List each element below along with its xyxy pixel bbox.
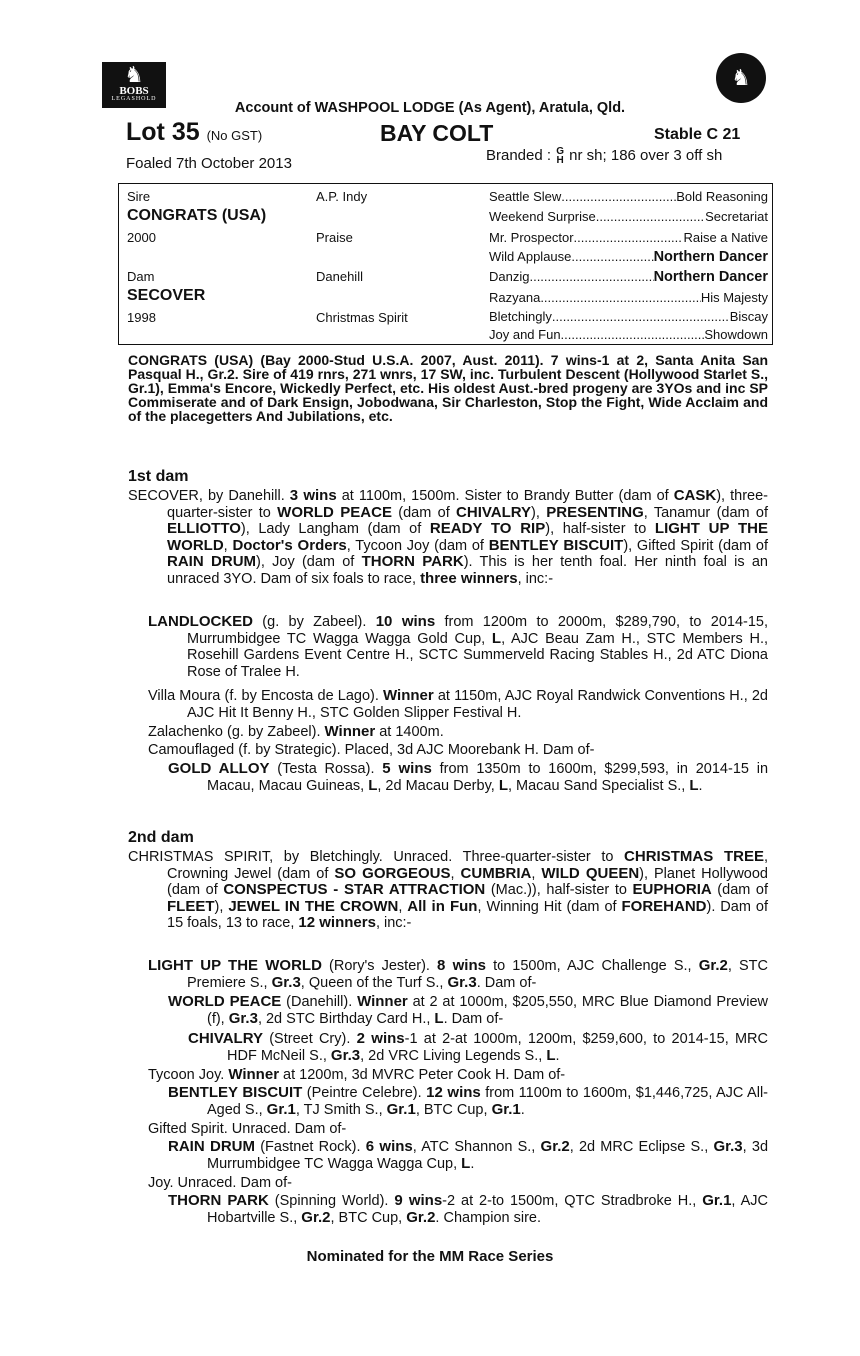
progeny-entry: LIGHT UP THE WORLD (Rory's Jester). 8 wins to 1500m, AJC Challenge S., Gr.2, STC Premiere S., Gr.3, Queen of the Turf S., Gr.3. Dam of-	[148, 957, 769, 991]
sales-series-seal	[716, 53, 766, 103]
pedigree-gen3-row: Seattle Slew ..... Bold Reasoning	[489, 189, 768, 205]
dam-sire: Danehill	[316, 269, 363, 284]
dam-dam: Christmas Spirit	[316, 310, 408, 325]
progeny-entry: GOLD ALLOY (Testa Rossa). 5 wins from 1350m to 1600m, $299,593, in 2014-15 in Macau, Macau Guineas, L, 2d Macau Derby, L, Macau Sand Specialist S., L.	[168, 760, 769, 794]
progeny-entry: THORN PARK (Spinning World). 9 wins-2 at 2-to 1500m, QTC Stradbroke H., Gr.1, AJC Hobartville S., Gr.2, BTC Cup, Gr.2. Champion sire.	[168, 1192, 768, 1226]
pedigree-gen3-row: Weekend Surprise ..... Secretariat	[489, 209, 768, 225]
pedigree-gen3-row: Wild Applause ..... Northern Dancer	[489, 249, 768, 265]
second-dam-heading: 2nd dam	[128, 829, 194, 846]
progeny-entry: BENTLEY BISCUIT (Peintre Celebre). 12 wins from 1100m to 1600m, $1,446,725, AJC All-Aged S., Gr.1, TJ Smith S., Gr.1, BTC Cup, Gr.1.	[168, 1084, 768, 1118]
pedigree-gen3-row: Bletchingly ..... Biscay	[489, 309, 768, 325]
progeny-entry: Tycoon Joy. Winner at 1200m, 3d MVRC Peter Cook H. Dam of-	[148, 1066, 566, 1083]
horse-seal-icon: ♞	[731, 65, 751, 90]
first-dam-paragraph: SECOVER, by Danehill. 3 wins at 1100m, 1500m. Sister to Brandy Butter (dam of CASK), three-quarter-sister to WORLD PEACE (dam of CHIVALRY), PRESENTING, Tanamur (dam of ELLIOTTO), Lady Langham (dam of READY TO RIP), half-sister to LIGHT UP THE WORLD, Doctor's Orders, Tycoon Joy (dam of BENTLEY BISCUIT), Gifted Spirit (dam of RAIN DRUM), Joy (dam of THORN PARK). This is her tenth foal. Her ninth foal is an unraced 3YO. Dam of six foals to race, three winners, inc:-	[128, 487, 769, 587]
first-dam-heading: 1st dam	[128, 468, 189, 485]
dam-name: SECOVER	[127, 287, 206, 304]
vendor-account: Account of WASHPOOL LODGE (As Agent), Aratula, Qld.	[234, 100, 626, 116]
progeny-entry: Camouflaged (f. by Strategic). Placed, 3d AJC Moorebank H. Dam of-	[148, 742, 595, 758]
progeny-entry: WORLD PEACE (Danehill). Winner at 2 at 1000m, $205,550, MRC Blue Diamond Preview (f), Gr.3, 2d STC Birthday Card H., L. Dam of-	[168, 993, 768, 1027]
progeny-entry: Villa Moura (f. by Encosta de Lago). Winner at 1150m, AJC Royal Randwick Conventions H., 2d AJC Hit It Benny H., STC Golden Slipper Festival H.	[148, 687, 768, 721]
pedigree-gen3-row: Joy and Fun ..... Showdown	[489, 327, 768, 343]
sire-year: 2000	[127, 230, 156, 245]
lot-number: Lot 35 (No GST)	[126, 118, 263, 146]
dam-label: Dam	[127, 269, 155, 284]
horse-description: BAY COLT	[380, 120, 494, 146]
pedigree-gen3-row: Mr. Prospector ..... Raise a Native	[489, 230, 768, 246]
dam-year: 1998	[127, 310, 156, 325]
horse-icon: ♞	[124, 62, 144, 87]
brand-mark: G H	[556, 146, 564, 167]
bobs-farm-logo: ♞ BOBS LEGASHOLD	[102, 62, 166, 108]
stable-location: Stable C 21	[654, 126, 741, 143]
foaled-date: Foaled 7th October 2013	[126, 155, 292, 172]
sire-sire: A.P. Indy	[316, 189, 368, 204]
sire-label: Sire	[127, 189, 151, 204]
progeny-entry: LANDLOCKED (g. by Zabeel). 10 wins from 1200m to 2000m, $289,790, to 2014-15, Murrumbidgee TC Wagga Wagga Gold Cup, L, AJC Beau Zam H., STC Members H., Rosehill Gardens Event Centre H., SCTC Summerveld Racing Stables H., 2d ATC Diona Rose of Tralee H.	[148, 613, 769, 680]
brand-info: Branded : G H nr sh; 186 over 3 off sh	[486, 146, 723, 167]
progeny-entry: Joy. Unraced. Dam of-	[148, 1175, 292, 1191]
race-series-nomination: Nominated for the MM Race Series	[306, 1248, 554, 1265]
progeny-entry: Gifted Spirit. Unraced. Dam of-	[148, 1121, 347, 1137]
second-dam-paragraph: CHRISTMAS SPIRIT, by Bletchingly. Unraced. Three-quarter-sister to CHRISTMAS TREE, Crowning Jewel (dam of SO GORGEOUS, CUMBRIA, WILD QUEEN), Planet Hollywood (dam of CONSPECTUS - STAR ATTRACTION (Mac.)), half-sister to EUPHORIA (dam of FLEET), JEWEL IN THE CROWN, All in Fun, Winning Hit (dam of FOREHAND). Dam of 15 foals, 13 to race, 12 winners, inc:-	[128, 848, 769, 931]
progeny-entry: CHIVALRY (Street Cry). 2 wins-1 at 2-at 1000m, 1200m, $259,600, to 2014-15, MRC HDF McNeil S., Gr.3, 2d VRC Living Legends S., L.	[188, 1030, 768, 1064]
sire-summary: CONGRATS (USA) (Bay 2000-Stud U.S.A. 2007, Aust. 2011). 7 wins-1 at 2, Santa Anita San Pasqual H., Gr.2. Sire of 419 rnrs, 271 wnrs, 17 SW, inc. Turbulent Descent (Hollywood Starlet S., Gr.1), Emma's Encore, Wickedly Perfect, etc. His oldest Aust.-bred progeny are 3YOs and inc SP Commiserate and of Dark Ensign, Jobodwana, Sir Charleston, Stop the Fight, Wide Acclaim and of the placegetters And Jubilations, etc.	[128, 352, 768, 424]
pedigree-gen3-row: Danzig ..... Northern Dancer	[489, 269, 768, 285]
pedigree-gen3-row: Razyana ..... His Majesty	[489, 290, 768, 306]
sire-name: CONGRATS (USA)	[127, 207, 267, 224]
gst-note: (No GST)	[206, 128, 263, 143]
progeny-entry: RAIN DRUM (Fastnet Rock). 6 wins, ATC Shannon S., Gr.2, 2d MRC Eclipse S., Gr.3, 3d Murrumbidgee TC Wagga Wagga Cup, L.	[168, 1138, 769, 1172]
progeny-entry: Zalachenko (g. by Zabeel). Winner at 1400m.	[148, 723, 444, 740]
sire-dam: Praise	[316, 230, 353, 245]
